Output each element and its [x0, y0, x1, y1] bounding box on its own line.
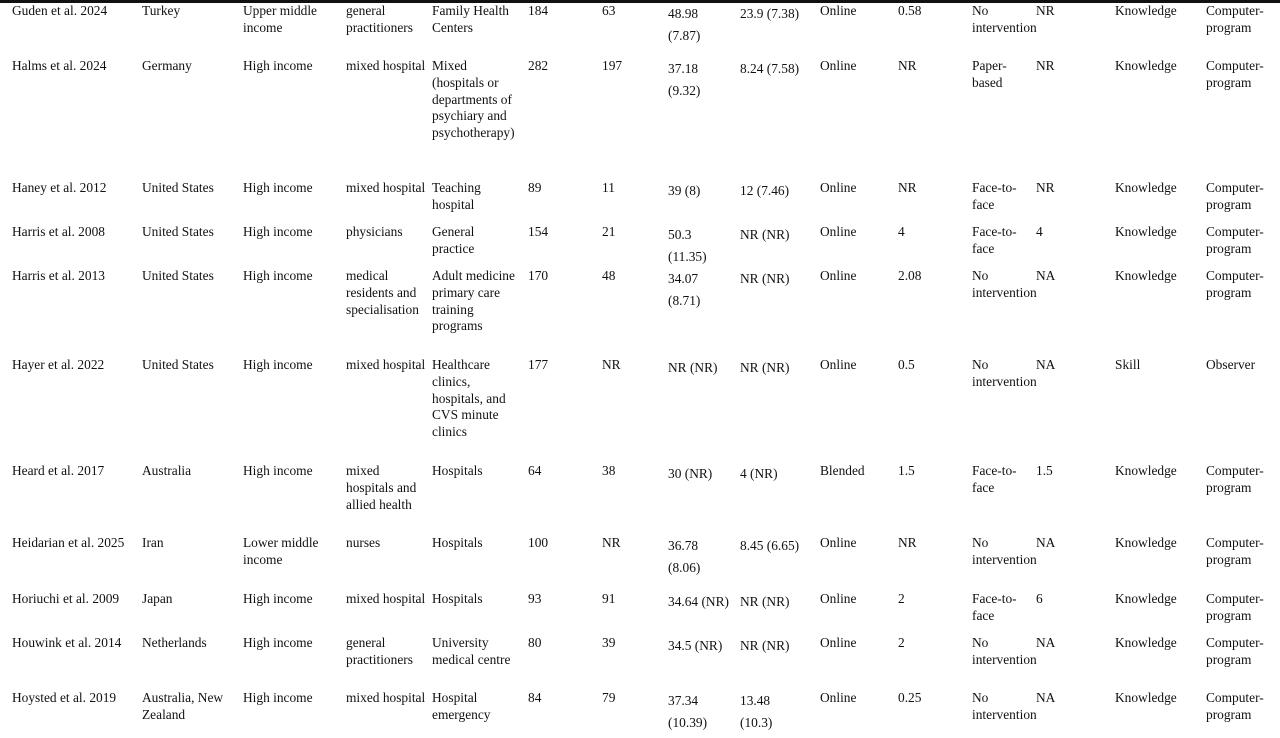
outcome-cell: Knowledge	[1115, 58, 1177, 73]
duration-cell: 0.58	[898, 3, 922, 18]
female-cell: 38	[602, 463, 616, 478]
country-cell: Turkey	[142, 3, 181, 18]
outcome-cell: Knowledge	[1115, 591, 1177, 606]
setting-cell: Hospitals	[432, 463, 483, 478]
delivery-cell: Online	[820, 224, 857, 239]
income-cell: Upper middle income	[243, 3, 318, 35]
income-cell: High income	[243, 690, 313, 705]
assessment-cell: Computer-program	[1206, 690, 1264, 722]
female-cell: NR	[602, 535, 621, 550]
assessment-cell: Computer-program	[1206, 535, 1264, 567]
participants-cell: mixed hospital	[346, 357, 426, 372]
delivery-cell: Online	[820, 690, 857, 705]
delivery-cell: Online	[820, 635, 857, 650]
income-cell: Lower middle income	[243, 535, 319, 567]
age-cell: 30 (NR)	[668, 466, 713, 481]
participants-cell: general practitioners	[346, 3, 413, 35]
age-cell: 39 (8)	[668, 183, 701, 198]
outcome-cell: Knowledge	[1115, 463, 1177, 478]
setting-cell: Mixed (hospitals or departments of psychiary and psychotherapy)	[432, 58, 515, 141]
participants-cell: general practitioners	[346, 635, 413, 667]
sample-size-cell: 282	[528, 58, 549, 73]
country-cell: Iran	[142, 535, 164, 550]
duration-cell: 2	[898, 591, 905, 606]
comparator-duration-cell: NA	[1036, 535, 1056, 550]
comparator-duration-cell: NA	[1036, 635, 1056, 650]
study-cell: Harris et al. 2013	[12, 268, 105, 283]
assessment-cell: Computer-program	[1206, 224, 1264, 256]
duration-cell: 0.5	[898, 357, 915, 372]
age-cell: 34.64 (NR)	[668, 594, 729, 609]
sample-size-cell: 100	[528, 535, 549, 550]
comparator-duration-cell: NR	[1036, 180, 1055, 195]
income-cell: High income	[243, 180, 313, 195]
experience-cell: 8.24 (7.58)	[740, 61, 800, 76]
assessment-cell: Computer-program	[1206, 635, 1264, 667]
setting-cell: Family Health Centers	[432, 3, 509, 35]
female-cell: 197	[602, 58, 623, 73]
study-cell: Horiuchi et al. 2009	[12, 591, 120, 606]
age-cell: 36.78 (8.06)	[668, 538, 701, 575]
age-cell: 37.34 (10.39)	[668, 693, 708, 730]
study-cell: Harris et al. 2008	[12, 224, 105, 239]
comparator-duration-cell: NR	[1036, 58, 1055, 73]
outcome-cell: Knowledge	[1115, 180, 1177, 195]
sample-size-cell: 154	[528, 224, 549, 239]
setting-cell: Hospital emergency	[432, 690, 491, 722]
comparator-duration-cell: 4	[1036, 224, 1043, 239]
comparator-cell: Face-to-face	[972, 591, 1017, 623]
female-cell: 21	[602, 224, 616, 239]
sample-size-cell: 184	[528, 3, 549, 18]
country-cell: Japan	[142, 591, 173, 606]
assessment-cell: Computer-program	[1206, 58, 1264, 90]
participants-cell: physicians	[346, 224, 403, 239]
assessment-cell: Computer-program	[1206, 180, 1264, 212]
duration-cell: 4	[898, 224, 905, 239]
assessment-cell: Observer	[1206, 357, 1256, 372]
sample-size-cell: 64	[528, 463, 542, 478]
income-cell: High income	[243, 357, 313, 372]
delivery-cell: Blended	[820, 463, 865, 478]
country-cell: United States	[142, 268, 214, 283]
country-cell: Netherlands	[142, 635, 207, 650]
duration-cell: NR	[898, 180, 917, 195]
outcome-cell: Knowledge	[1115, 535, 1177, 550]
sample-size-cell: 170	[528, 268, 549, 283]
country-cell: Australia, New Zealand	[142, 690, 224, 722]
study-cell: Haney et al. 2012	[12, 180, 107, 195]
age-cell: 48.98 (7.87)	[668, 6, 701, 43]
comparator-duration-cell: NR	[1036, 3, 1055, 18]
delivery-cell: Online	[820, 357, 857, 372]
sample-size-cell: 89	[528, 180, 542, 195]
setting-cell: Teaching hospital	[432, 180, 481, 212]
participants-cell: mixed hospital	[346, 180, 426, 195]
outcome-cell: Knowledge	[1115, 224, 1177, 239]
female-cell: 79	[602, 690, 616, 705]
income-cell: High income	[243, 463, 313, 478]
setting-cell: University medical centre	[432, 635, 511, 667]
comparator-cell: No intervention	[972, 690, 1037, 722]
setting-cell: General practice	[432, 224, 475, 256]
age-cell: 50.3 (11.35)	[668, 227, 707, 264]
participants-cell: nurses	[346, 535, 381, 550]
comparator-duration-cell: 6	[1036, 591, 1043, 606]
delivery-cell: Online	[820, 591, 857, 606]
duration-cell: 2	[898, 635, 905, 650]
experience-cell: 12 (7.46)	[740, 183, 790, 198]
study-cell: Hayer et al. 2022	[12, 357, 105, 372]
setting-cell: Healthcare clinics, hospitals, and CVS minute clinics	[432, 357, 506, 440]
comparator-duration-cell: NA	[1036, 690, 1056, 705]
outcome-cell: Skill	[1115, 357, 1141, 372]
experience-cell: 13.48 (10.3)	[740, 693, 773, 730]
duration-cell: 2.08	[898, 268, 922, 283]
age-cell: 37.18 (9.32)	[668, 61, 701, 98]
income-cell: High income	[243, 268, 313, 283]
comparator-cell: Face-to-face	[972, 180, 1017, 212]
comparator-cell: No intervention	[972, 3, 1037, 35]
income-cell: High income	[243, 224, 313, 239]
experience-cell: 23.9 (7.38)	[740, 6, 800, 21]
setting-cell: Adult medicine primary care training programs	[432, 268, 515, 334]
participants-cell: medical residents and specialisation	[346, 268, 419, 317]
female-cell: 39	[602, 635, 616, 650]
study-cell: Guden et al. 2024	[12, 3, 108, 18]
delivery-cell: Online	[820, 58, 857, 73]
income-cell: High income	[243, 591, 313, 606]
female-cell: 48	[602, 268, 616, 283]
experience-cell: 4 (NR)	[740, 466, 778, 481]
study-cell: Heidarian et al. 2025	[12, 535, 125, 550]
country-cell: Australia	[142, 463, 192, 478]
experience-cell: NR (NR)	[740, 638, 790, 653]
study-cell: Halms et al. 2024	[12, 58, 107, 73]
assessment-cell: Computer-program	[1206, 463, 1264, 495]
setting-cell: Hospitals	[432, 535, 483, 550]
income-cell: High income	[243, 635, 313, 650]
delivery-cell: Online	[820, 180, 857, 195]
duration-cell: NR	[898, 535, 917, 550]
country-cell: United States	[142, 357, 214, 372]
participants-cell: mixed hospitals and allied health	[346, 463, 417, 512]
country-cell: United States	[142, 224, 214, 239]
female-cell: 91	[602, 591, 616, 606]
country-cell: Germany	[142, 58, 192, 73]
income-cell: High income	[243, 58, 313, 73]
sample-size-cell: 84	[528, 690, 542, 705]
study-cell: Hoysted et al. 2019	[12, 690, 117, 705]
participants-cell: mixed hospital	[346, 690, 426, 705]
comparator-cell: Face-to-face	[972, 224, 1017, 256]
comparator-duration-cell: NA	[1036, 357, 1056, 372]
experience-cell: NR (NR)	[740, 594, 790, 609]
comparator-duration-cell: NA	[1036, 268, 1056, 283]
comparator-cell: No intervention	[972, 357, 1037, 389]
duration-cell: 1.5	[898, 463, 915, 478]
duration-cell: 0.25	[898, 690, 922, 705]
delivery-cell: Online	[820, 3, 857, 18]
country-cell: United States	[142, 180, 214, 195]
sample-size-cell: 177	[528, 357, 549, 372]
age-cell: 34.5 (NR)	[668, 638, 723, 653]
experience-cell: NR (NR)	[740, 271, 790, 286]
experience-cell: 8.45 (6.65)	[740, 538, 800, 553]
participants-cell: mixed hospital	[346, 58, 426, 73]
outcome-cell: Knowledge	[1115, 268, 1177, 283]
study-cell: Houwink et al. 2014	[12, 635, 122, 650]
outcome-cell: Knowledge	[1115, 635, 1177, 650]
experience-cell: NR (NR)	[740, 360, 790, 375]
setting-cell: Hospitals	[432, 591, 483, 606]
age-cell: 34.07 (8.71)	[668, 271, 701, 308]
female-cell: NR	[602, 357, 621, 372]
sample-size-cell: 80	[528, 635, 542, 650]
female-cell: 11	[602, 180, 615, 195]
age-cell: NR (NR)	[668, 360, 718, 375]
duration-cell: NR	[898, 58, 917, 73]
sample-size-cell: 93	[528, 591, 542, 606]
comparator-cell: No intervention	[972, 535, 1037, 567]
study-cell: Heard et al. 2017	[12, 463, 105, 478]
female-cell: 63	[602, 3, 616, 18]
comparator-duration-cell: 1.5	[1036, 463, 1053, 478]
comparator-cell: No intervention	[972, 268, 1037, 300]
outcome-cell: Knowledge	[1115, 3, 1177, 18]
comparator-cell: No intervention	[972, 635, 1037, 667]
assessment-cell: Computer-program	[1206, 268, 1264, 300]
assessment-cell: Computer-program	[1206, 591, 1264, 623]
assessment-cell: Computer-program	[1206, 3, 1264, 35]
outcome-cell: Knowledge	[1115, 690, 1177, 705]
participants-cell: mixed hospital	[346, 591, 426, 606]
experience-cell: NR (NR)	[740, 227, 790, 242]
comparator-cell: Paper-based	[972, 58, 1007, 90]
comparator-cell: Face-to-face	[972, 463, 1017, 495]
delivery-cell: Online	[820, 268, 857, 283]
delivery-cell: Online	[820, 535, 857, 550]
